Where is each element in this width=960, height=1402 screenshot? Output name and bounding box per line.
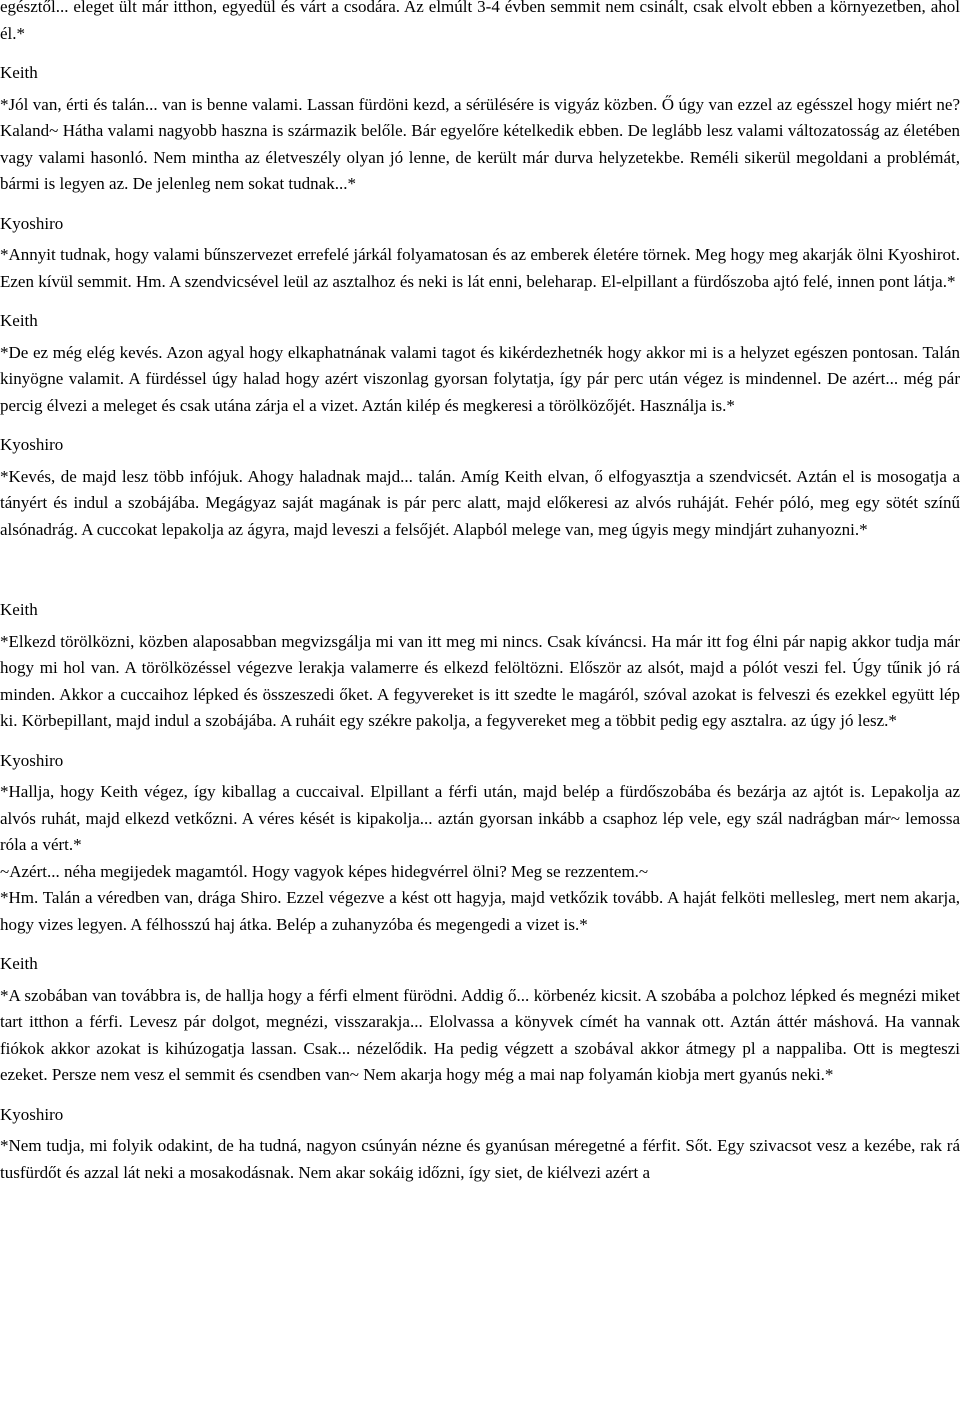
speaker-name: Keith [0,63,38,82]
paragraph: *Hallja, hogy Keith végez, így kiballag a cuccaival. Elpillant a férfi után, majd belép a fürdőszobába és bezárja az ajtót is. Lepakolja az alvós ruhát, majd elkezd vetkőzni. A véres kését is kipakolja... aztán gyorsan inkább a csaphoz lép vele, egy szál nadrágban már~ lemossa róla a vért.* [0,782,960,854]
paragraph: ~Azért... néha megijedek magamtól. Hogy vagyok képes hidegvérrel ölni? Meg se rezzentem.~ [0,861,649,881]
paragraph: *Jól van, érti és talán... van is benne valami. Lassan fürdöni kezd, a sérülésére is vigyáz közben. Ő úgy van ezzel az egésszel hogy miért ne? Kaland~ Hátha valami nagyobb haszna is származik belőle. Bár egyelőre kételkedik ebben. De leglább lesz valami változatosság az életében vagy valami hasonló. Nem mintha az életveszély olyan jó lenne, de került már durva helyzetekbe. Reméli sikerül megoldani a problémát, bármi is legyen az. De jelenleg nem sokat tudnak...* [0,94,960,193]
speaker-name: Kyoshiro [0,435,64,454]
speaker-name: Keith [0,311,38,330]
speaker-name: Keith [0,600,38,619]
speaker-name: Kyoshiro [0,750,64,770]
paragraph: *Annyit tudnak, hogy valami bűnszervezet errefelé járkál folyamatosan és az emberek életére törnek. Meg hogy meg akarják ölni Kyoshirot. Ezen kívül semmit. Hm. A szendvicsével leül az asztalhoz és neki is lát enni, beleharap. El-elpillant a fürdőszoba ajtó felé, innen pont látja.* [0,245,960,291]
paragraph: *Hm. Talán a véredben van, drága Shiro. Ezzel végezve a kést ott hagyja, majd vetkőzik tovább. A haját felköti mellesleg, mert nem akarja, hogy vizes legyen. A félhosszú haj átka. Belép a zuhanyzóba és megengedi a vizet is.* [0,888,960,934]
paragraph: *A szobában van továbbra is, de hallja hogy a férfi elment fürödni. Addig ő... körbenéz kicsit. A szobába a polchoz lépked és megnézi miket tart itthon a férfi. Levesz pár dolgot, megnézi, visszarakja... Elolvassa a könyvek címét ha vannak ott. Aztán áttér máshová. Ha vannak fiókok akkor azokat is kihúzogatja lassan. Csak... nézelődik. Ha pedig végzett a szobával akkor átmegy pl a nappaliba. Ott is megteszi ezeket. Persze nem vesz el semmit és csendben van~ Nem akarja hogy még a mai nap folyamán kiobja mert gyanús neki.* [0,985,960,1084]
paragraph: *Elkezd törölközni, közben alaposabban megvizsgálja mi van itt meg mi nincs. Csak kíváncsi. Ha már itt fog élni pár napig akkor tudja már hogy mi hol van. A törölközéssel végezve lerakja valamerre és elkezd felöltözni. Először az alsót, majd a pólót veszi fel. Úgy tűnik jó rá minden. Akkor a cuccaihoz lépked és összeszedi őket. A fegyvereket is itt szedte le magáról, szóval azokat is felveszi és ezekkel együtt lép ki. Körbepillant, majd indul a szobájába. A ruháit egy székre pakolja, a fegyvereket meg a többit pedig egy asztalra. az úgy jó lesz.* [0,631,960,730]
paragraph: egésztől... eleget ült már itthon, egyedül és várt a csodára. Az elmúlt 3-4 évben semmit nem csinált, csak elvolt ebben a környezetben, ahol él.* [0,0,960,43]
speaker-name: Kyoshiro [0,1104,64,1124]
speaker-name: Kyoshiro [0,213,64,233]
paragraph: *De ez még elég kevés. Azon agyal hogy elkaphatnának valami tagot és kikérdezhetnék hogy akkor mi is a helyzet egészen pontosan. Talán kinyögne valamit. A fürdéssel úgy halad hogy azért viszonlag gyorsan folytatja, így pár perc után végez is mindennel. De azért... még pár percig élvezi a meleget és csak utána zárja el a vizet. Aztán kilép és megkeresi a törölközőjét. Használja is.* [0,342,960,415]
paragraph: *Kevés, de majd lesz több infójuk. Ahogy haladnak majd... talán. Amíg Keith elvan, ő elfogyasztja a szendvicsét. Aztán el is mosogatja a tányért és indul a szobájába. Megágyaz saját magának is pár perc alatt, majd előkeresi az alvós ruháját. Fehér póló, meg egy sötét színű alsónadrág. A cuccokat lepakolja az ágyra, majd leveszi a felsőjét. Alapból melege van, meg úgyis megy mindjárt zuhanyozni.* [0,466,960,539]
paragraph: *Nem tudja, mi folyik odakint, de ha tudná, nagyon csúnyán nézne és gyanúsan méregetné a férfit. Sőt. Egy szivacsot vesz a kezébe, rak rá tusfürdőt és azzal lát neki a mosakodásnak. Nem akar sokáig időzni, így siet, de kiélvezi azért a [0,1136,960,1182]
speaker-name: Keith [0,954,38,973]
